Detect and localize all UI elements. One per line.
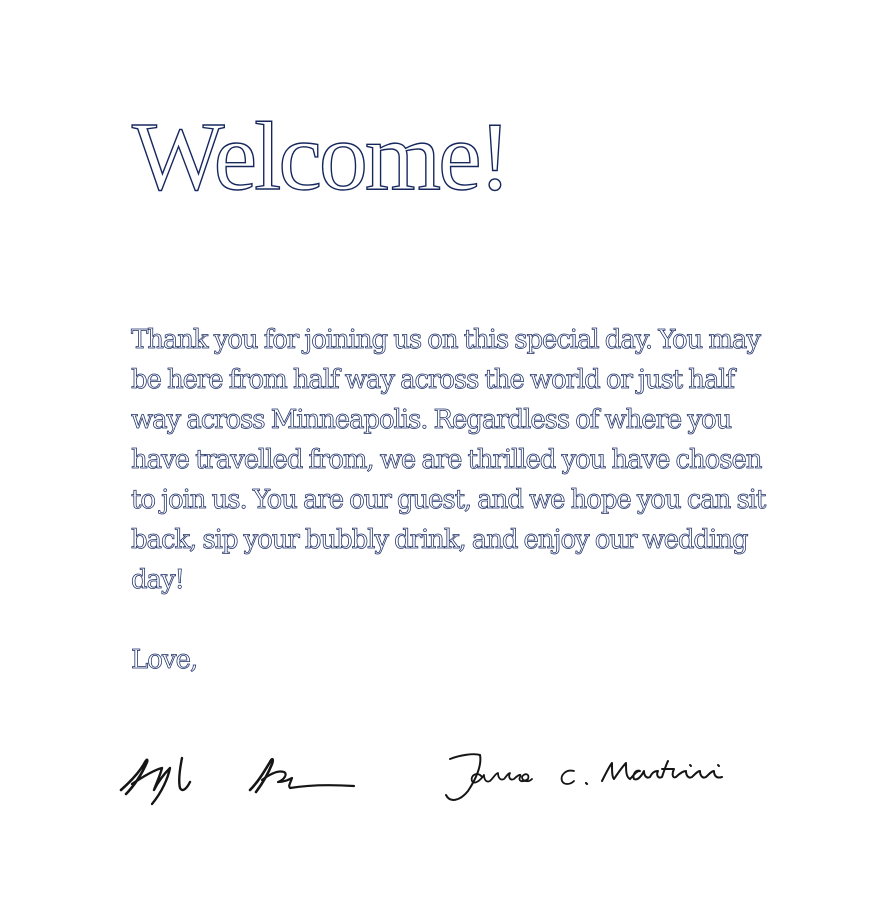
signature-left: [112, 738, 362, 806]
page-title: Welcome!: [132, 103, 509, 211]
welcome-message: Thank you for joining us on this special day. You may be here from half way across the world or just half way across Minneapolis. Regardless of where you have travelled from, we are thrilled you have chosen to join us. You are our guest, and we hope you can sit back, sip your bubbly drink, and enjoy our wedding day!: [131, 325, 766, 595]
closing-line: Love,: [131, 645, 198, 675]
signature-right: [440, 745, 740, 807]
